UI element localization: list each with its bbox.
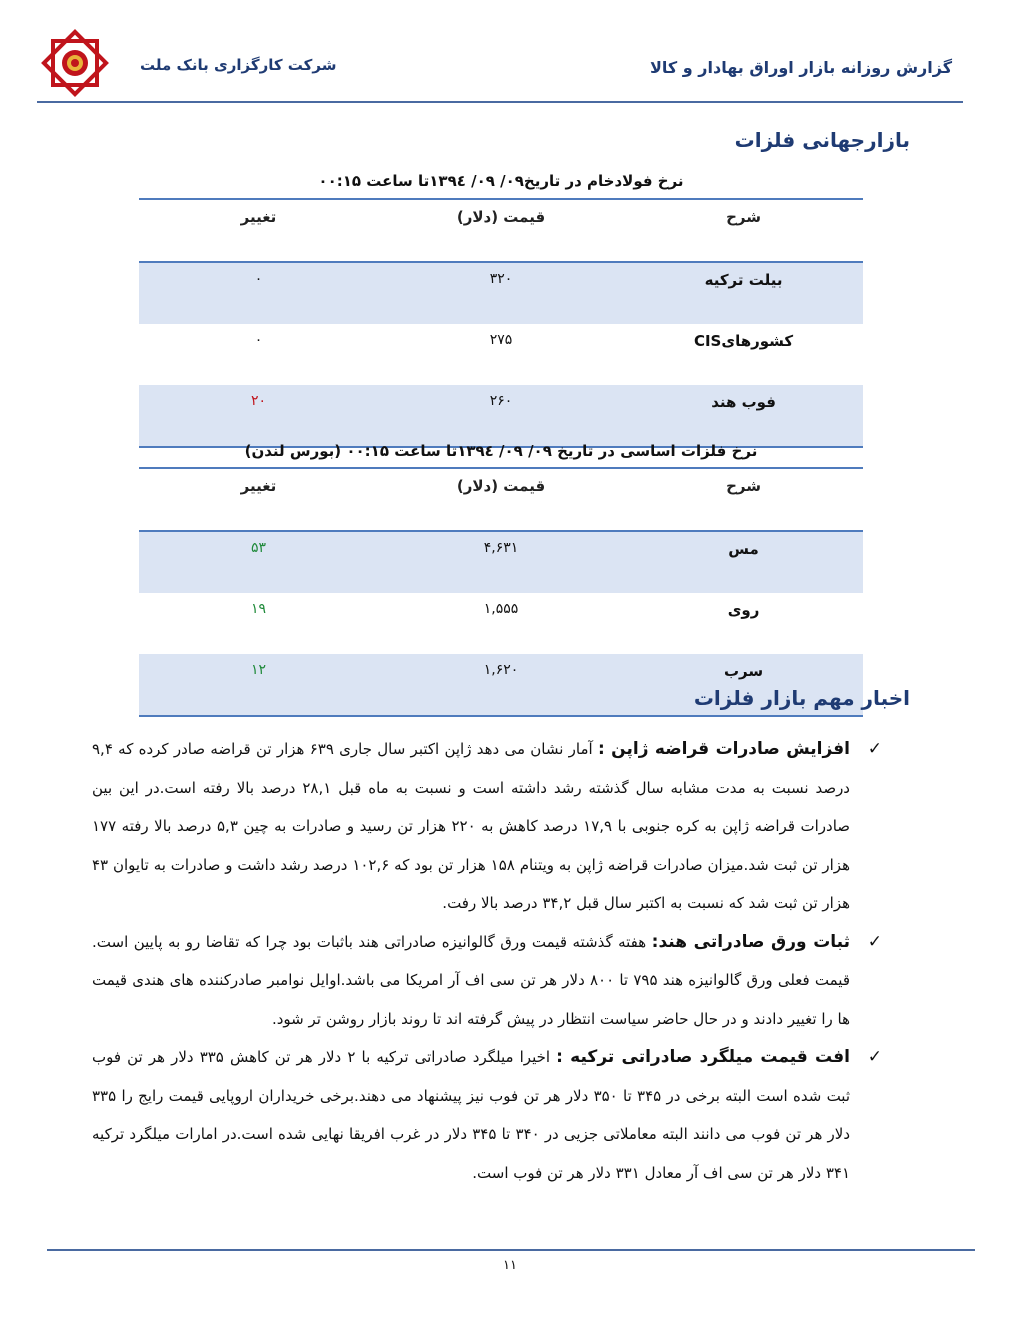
column-header-price: قیمت (دلار) bbox=[378, 199, 624, 262]
row-change: ۱۲ bbox=[139, 654, 378, 716]
row-price: ۱,۶۲۰ bbox=[378, 654, 624, 716]
table-row bbox=[139, 593, 863, 654]
row-change: ۲۰ bbox=[139, 385, 378, 447]
bank-mellat-logo-icon bbox=[40, 28, 110, 98]
company-name: شرکت کارگزاری بانک ملت bbox=[140, 56, 337, 74]
column-header-description: شرح bbox=[624, 468, 863, 531]
header-divider bbox=[37, 101, 963, 103]
row-price: ۳۲۰ bbox=[378, 262, 624, 324]
news-list bbox=[92, 730, 882, 1192]
table-row bbox=[139, 262, 863, 324]
column-header-price: قیمت (دلار) bbox=[378, 468, 624, 531]
steel-price-table bbox=[139, 198, 863, 448]
base-metals-price-table bbox=[139, 467, 863, 717]
row-change: ۰ bbox=[254, 332, 263, 348]
row-price: ۲۶۰ bbox=[378, 385, 624, 447]
table-header-row bbox=[139, 199, 863, 262]
footer-divider bbox=[47, 1249, 975, 1251]
section-title-global-metals: بازارجهانی فلزات bbox=[734, 128, 910, 152]
base-metals-table-caption: نرخ فلزات اساسی در تاریخ ۰۹/ ۰۹/ ۱۳۹٤تا ساعت ۰۰:۱۵ (بورس لندن) bbox=[244, 442, 758, 460]
section-title-metals-news: اخبار مهم بازار فلزات bbox=[693, 686, 910, 710]
row-description: مس bbox=[624, 531, 863, 593]
news-heading: ثبات ورق صادراتی هند: bbox=[651, 931, 850, 952]
news-item-india-sheet bbox=[92, 923, 882, 1039]
report-title: گزارش روزانه بازار اوراق بهادار و کالا bbox=[649, 58, 952, 77]
column-header-description: شرح bbox=[624, 199, 863, 262]
check-icon: ✓ bbox=[867, 1047, 882, 1067]
table-row bbox=[139, 385, 863, 447]
row-change: ۵۳ bbox=[139, 531, 378, 593]
page-number: ۱۱ bbox=[503, 1258, 517, 1273]
row-price: ۴,۶۳۱ bbox=[378, 531, 624, 593]
news-body: آمار نشان می دهد ژاپن اکتبر سال جاری ۶۳۹ هزار تن قراضه صادر کرده که ۹,۴ درصد نسبت به مدت مشابه سال گذشته رشد داشته است و نسبت به ماه قبل ۲۸,۱ درصد بالا رفته است.در این بین صادرات قراضه ژاپن به کره جنوبی با ۱۷,۹ درصد کاهش به ۲۲۰ هزار تن رسید و صادرات به چین ۵,۳ درصد بالا رفته ۱۷۷ هزار تن ثبت شد.میزان صادرات قراضه ژاپن به ویتنام ۱۵۸ هزار تن بود که ۱۰۲,۶ درصد رشد داشت و صادرات به تایوان ۴۳ هزار تن ثبت شد که نسبت به اکتبر سال قبل ۳۴,۲ درصد بالا رفت. bbox=[92, 740, 851, 912]
row-description: روی bbox=[727, 601, 760, 619]
news-body: هفته گذشته قیمت ورق گالوانیزه صادراتی هند باثبات بود چرا که تقاضا رو به پایین است. قیمت فعلی ورق گالوانیزه هند ۷۹۵ تا ۸۰۰ دلار هر تن سی اف آر امریکا می باشد.اوایل نوامبر صادرکننده های هندی قیمت ها را تغییر دادند و در حال حاضر سیاست انتظار در پیش گرفته اند تا روند بازار روشن تر شود. bbox=[92, 932, 850, 1028]
row-description: بیلت ترکیه bbox=[624, 262, 863, 324]
row-description: فوب هند bbox=[624, 385, 863, 447]
news-body: اخیرا میلگرد صادراتی ترکیه با ۲ دلار هر تن کاهش ۳۳۵ دلار هر تن فوب ثبت شده است البته برخی در ۳۴۵ تا ۳۵۰ دلار هر تن فوب نیز پیشنهاد می دهند.برخی خریداران اروپایی قیمت رایج را ۳۳۵ دلار هر تن فوب می دانند البته معاملاتی جزیی در ۳۴۰ تا ۳۴۵ دلار در غرب افریقا نهایی شده است.در امارات میلگرد ترکیه ۳۴۱ دلار هر تن سی اف آر معادل ۳۳۱ دلار هر تن فوب است. bbox=[92, 1048, 851, 1182]
row-description: سرب bbox=[624, 654, 863, 716]
check-icon: ✓ bbox=[867, 931, 882, 952]
row-price: ۱,۵۵۵ bbox=[483, 601, 519, 617]
check-icon: ✓ bbox=[867, 739, 882, 759]
row-price: ۲۷۵ bbox=[489, 332, 513, 348]
column-header-change: تغییر bbox=[139, 468, 378, 531]
news-item-japan-scrap bbox=[92, 730, 882, 923]
row-change: ۱۹ bbox=[250, 601, 266, 617]
table-row bbox=[139, 324, 863, 385]
news-item-turkey-rebar bbox=[92, 1038, 882, 1192]
news-heading: افزایش صادرات قراضه ژاپن : bbox=[597, 739, 851, 759]
steel-table-caption: نرخ فولادخام در تاریخ۰۹/ ۰۹/ ۱۳۹٤تا ساعت ۰۰:۱۵ bbox=[318, 172, 684, 190]
table-row bbox=[139, 531, 863, 593]
row-description: کشورهایCIS bbox=[693, 332, 794, 350]
row-change: ۰ bbox=[139, 262, 378, 324]
column-header-change: تغییر bbox=[139, 199, 378, 262]
table-header-row bbox=[139, 468, 863, 531]
news-heading: افت قیمت میلگرد صادراتی ترکیه : bbox=[556, 1047, 850, 1067]
